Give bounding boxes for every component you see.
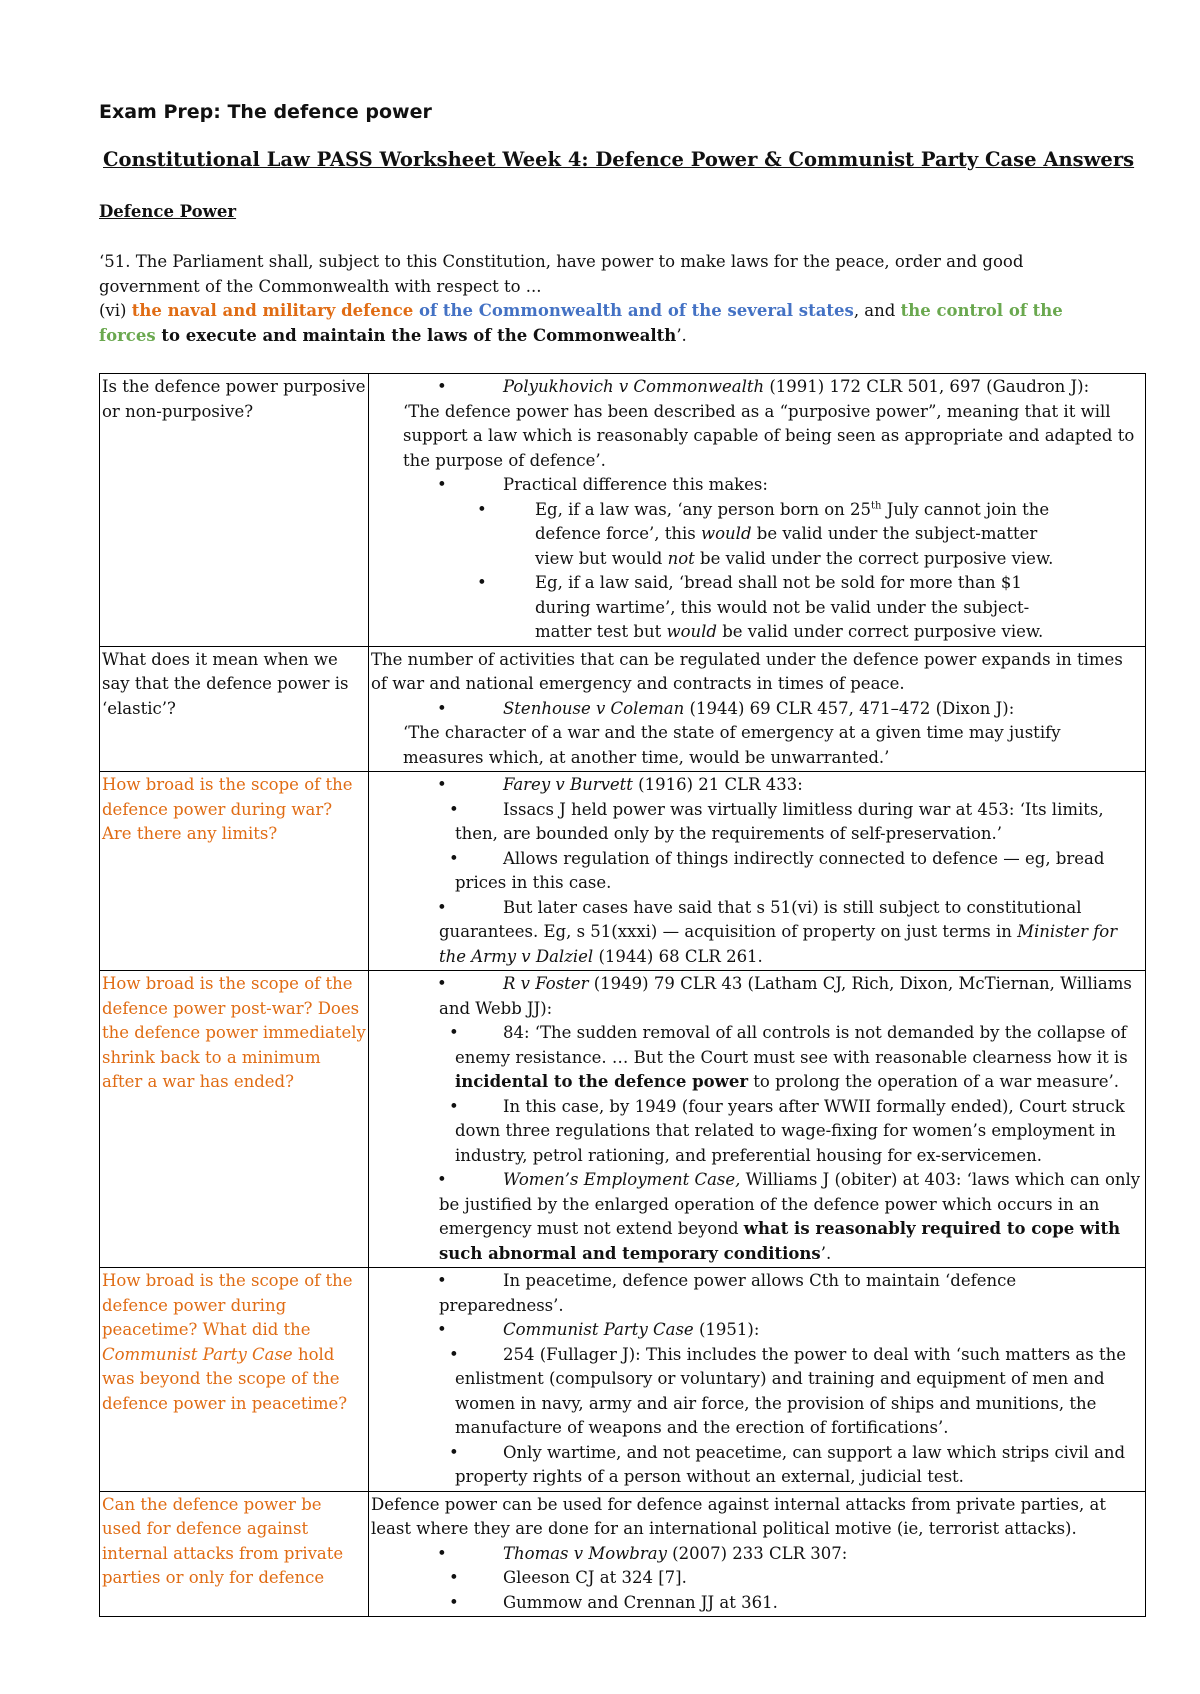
answer-text: ’. [820, 1243, 832, 1263]
answer-text: (1944) 68 CLR 261. [593, 946, 763, 966]
table-row [100, 374, 1146, 647]
answer-cell: Defence power can be used for defence against internal attacks from private parties, at least where they are done for an international political motive (ie, terrorist attacks). • Thomas v Mowbray (2007) 233 CLR 307: • Gleeson CJ at 324 [7]. • Gummow and Crennan JJ at 361. [369, 1491, 1146, 1617]
table-row [100, 772, 1146, 971]
answer-text: Eg, if a law said, ‘bread shall not be sold for more than $1 during wartime’, this would not be valid under the subject-matter test but [535, 573, 1030, 641]
quote-close: ’. [676, 325, 687, 345]
question-text: Can the defence power be used for defence against internal attacks from private parties or only for defence [102, 1494, 344, 1587]
case-citation: (2007) 233 CLR 307: [666, 1543, 848, 1563]
case-citation: (1991) 172 CLR 501, 697 (Gaudron J): [764, 377, 1090, 396]
case-citation: (1951): [693, 1320, 760, 1339]
answer-text: be valid under the correct purposive view. [694, 548, 1054, 568]
case-name: Communist Party Case [503, 1320, 694, 1339]
quote-vi-prefix: (vi) [99, 301, 132, 320]
answer-cell: • Farey v Burvett (1916) 21 CLR 433: • Issacs J held power was virtually limitless during war at 453: ‘Its limits, then, are bounded only by the requirements of self-preservation.’ • Allows regulation of things indirectly connected to defence — eg, bread prices in this case. • But later cases have said that s 51(vi) is still subject to constitutional guarantees. Eg, s 51(xxxi) — acquisition of property on just terms in Minister for the Army v Dalziel (1944) 68 CLR 261. [369, 772, 1146, 971]
answer-text: July cannot join the defence force’, this [535, 499, 1050, 543]
answer-text: Gummow and Crennan JJ at 361. [503, 1592, 778, 1612]
answer-text: In this case, by 1949 (four years after WWII formally ended), Court struck down three regulations that related to wage-fixing for women’s employment in industry, petrol rationing, and preferential housing for ex-servicemen. [455, 1096, 1125, 1165]
answer-text: Only wartime, and not peacetime, can support a law which strips civil and property rights of a person without an external, judicial test. [455, 1442, 1126, 1486]
answer-cell: The number of activities that can be regulated under the defence power expands in times of war and national emergency and contracts in times of peace. • Stenhouse v Coleman (1944) 69 CLR 457, 471–472 (Dixon J): ‘The character of a war and the state of emergency at a given time may justify measures which, at another time, would be unwarranted.’ [369, 646, 1146, 772]
case-name: R v Foster [503, 974, 589, 993]
answer-bold: incidental to the defence power [455, 1072, 749, 1091]
case-name: Women’s Employment Case, [503, 1170, 741, 1189]
case-name: Polyukhovich v Commonwealth [503, 377, 765, 396]
answer-cell: • Polyukhovich v Commonwealth (1991) 172 CLR 501, 697 (Gaudron J): ‘The defence power has been described as a “purposive power”, meaning that it will support a law which is reasonably capable of being seen as appropriate and adapted to the purpose of defence’. • Practical difference this makes: • Eg, if a law was, ‘any person born on 25th July cannot join the defence force’, this would be valid under the subject-matter view but would not be valid under the correct purposive view. • Eg, if a law said, ‘bread shall not be sold for more than $1 during wartime’, this would not be valid under the subject-matter test but would be valid under correct purposive view. [369, 374, 1146, 647]
answer-emphasis: would [666, 622, 717, 641]
case-citation: (1944) 69 CLR 457, 471–472 (Dixon J): [684, 698, 1015, 718]
answer-text: be valid under correct purposive view. [716, 622, 1044, 641]
case-name: Thomas v Mowbray [503, 1543, 667, 1563]
question-text: How broad is the scope of the defence power during war? Are there any limits? [102, 775, 353, 843]
quote-naval-military: the naval and military defence [131, 301, 414, 320]
quote-and: , and [853, 301, 901, 320]
answer-text: Issacs J held power was virtually limitless during war at 453: ‘Its limits, then, are bounded only by the requirements of self-preservation.’ [455, 799, 1104, 843]
document-title: Constitutional Law PASS Worksheet Week 4: Defence Power & Communist Party Case Answers [103, 148, 1135, 171]
question-text: Is the defence power purposive or non-purposive? [102, 377, 366, 421]
answer-superscript: th [871, 500, 882, 511]
question-text: How broad is the scope of the defence power post-war? Does the defence power immediately shrink back to a minimum after a war has ended? [102, 974, 366, 1091]
answer-text: 254 (Fullager J): This includes the power to deal with ‘such matters as the enlistment (compulsory or voluntary) and training and equipment of men and women in navy, army and air force, the provision of ships and munitions, the manufacture of weapons and the erection of fortifications’. [455, 1344, 1126, 1437]
case-name: Farey v Burvett [503, 775, 633, 794]
answer-cell: • R v Foster (1949) 79 CLR 43 (Latham CJ, Rich, Dixon, McTiernan, Williams and Webb JJ): • 84: ‘The sudden removal of all controls is not demanded by the collapse of enemy resistance. … But the Court must see with reasonable clearness how it is incidental to the defence power to prolong the operation of a war measure’. • In this case, by 1949 (four years after WWII formally ended), Court struck down three regulations that related to wage-fixing for women’s employment in industry, petrol rationing, and preferential housing for ex-servicemen. • Women’s Employment Case, Williams J (obiter) at 403: ‘laws which can only be justified by the enlarged operation of the defence power which occurs in an emergency must not extend beyond what is reasonably required to cope with such abnormal and temporary conditions’. [369, 971, 1146, 1268]
quote-commonwealth-states: of the Commonwealth and of the several states [413, 301, 854, 320]
table-row [100, 971, 1146, 1268]
question-cell [100, 772, 369, 971]
answer-emphasis: would [701, 524, 752, 543]
answer-text: But later cases have said that s 51(vi) is still subject to constitutional guarantees. Eg, s 51(xxxi) — acquisition of property on just terms in [439, 897, 1082, 941]
answer-text: The number of activities that can be regulated under the defence power expands in times of war and national emergency and contracts in times of peace. [371, 649, 1123, 693]
question-cell [100, 971, 369, 1268]
question-cell [100, 1491, 369, 1617]
case-name: Stenhouse v Coleman [503, 698, 685, 718]
question-cell [100, 374, 369, 647]
quote-execute-laws: to execute and maintain the laws of the Commonwealth [155, 325, 677, 345]
case-citation: (1916) 21 CLR 433: [632, 775, 803, 794]
question-text: What does it mean when we say that the defence power is ‘elastic’? [102, 649, 349, 718]
quote-control-forces-1: the control of the [900, 301, 1063, 320]
answer-emphasis: not [667, 548, 695, 568]
question-text: How broad is the scope of the defence power during peacetime? What did the [102, 1271, 353, 1339]
constitution-quote [99, 250, 1139, 348]
table-row [100, 646, 1146, 772]
answer-text: Williams J (obiter) at 403: ‘laws which can only be justified by the enlarged operation of the defence power which occurs in an emergency must not extend beyond [439, 1170, 1141, 1238]
answer-cell: • In peacetime, defence power allows Cth to maintain ‘defence preparedness’. • Communist Party Case (1951): • 254 (Fullager J): This includes the power to deal with ‘such matters as the enlistment (compulsory or voluntary) and training and equipment of men and women in navy, army and air force, the provision of ships and munitions, the manufacture of weapons and the erection of fortifications’. • Only wartime, and not peacetime, can support a law which strips civil and property rights of a person without an external, judicial test. [369, 1268, 1146, 1492]
quote-line-2: government of the Commonwealth with respect to ... [99, 276, 542, 296]
exam-title: Exam Prep: The defence power [99, 101, 432, 123]
quote-control-forces-2: forces [99, 325, 156, 345]
table-row [100, 1268, 1146, 1492]
answer-text: Gleeson CJ at 324 [7]. [503, 1568, 687, 1587]
answer-text: Allows regulation of things indirectly connected to defence — eg, bread prices in this case. [455, 848, 1105, 892]
qa-table [99, 373, 1146, 1617]
case-citation: (1949) 79 CLR 43 (Latham CJ, Rich, Dixon, McTiernan, Williams and Webb JJ): [439, 974, 1132, 1018]
answer-text: 84: ‘The sudden removal of all controls is not demanded by the collapse of enemy resistance. … But the Court must see with reasonable clearness how it is [455, 1023, 1128, 1067]
answer-text: Practical difference this makes: [503, 475, 768, 494]
section-title: Defence Power [99, 202, 237, 221]
table-row [100, 1491, 1146, 1617]
answer-bold: what is reasonably required to cope with such abnormal and temporary conditions [439, 1219, 1121, 1263]
answer-text: In peacetime, defence power allows Cth to maintain ‘defence preparedness’. [439, 1271, 1017, 1315]
question-emphasis: Communist Party Case [102, 1344, 293, 1364]
answer-text: Defence power can be used for defence against internal attacks from private parties, at least where they are done for an international political motive (ie, terrorist attacks). [371, 1494, 1106, 1538]
question-cell [100, 646, 369, 772]
case-name: Minister for the Army v Dalziel [439, 922, 1118, 966]
answer-text: to prolong the operation of a war measure’. [748, 1072, 1120, 1091]
answer-text: Eg, if a law was, ‘any person born on 25 [535, 499, 872, 519]
question-cell [100, 1268, 369, 1492]
question-text: hold was beyond the scope of the defence power in peacetime? [102, 1344, 348, 1413]
answer-text: ‘The character of a war and the state of emergency at a given time may justify measures which, at another time, would be unwarranted.’ [403, 723, 1061, 767]
answer-text: ‘The defence power has been described as a “purposive power”, meaning that it will support a law which is reasonably capable of being seen as appropriate and adapted to the purpose of defence’. [403, 401, 1135, 470]
answer-text: be valid under the subject-matter view but would [535, 524, 1038, 568]
quote-line-1: ‘51. The Parliament shall, subject to this Constitution, have power to make laws for the peace, order and good [99, 252, 1024, 271]
